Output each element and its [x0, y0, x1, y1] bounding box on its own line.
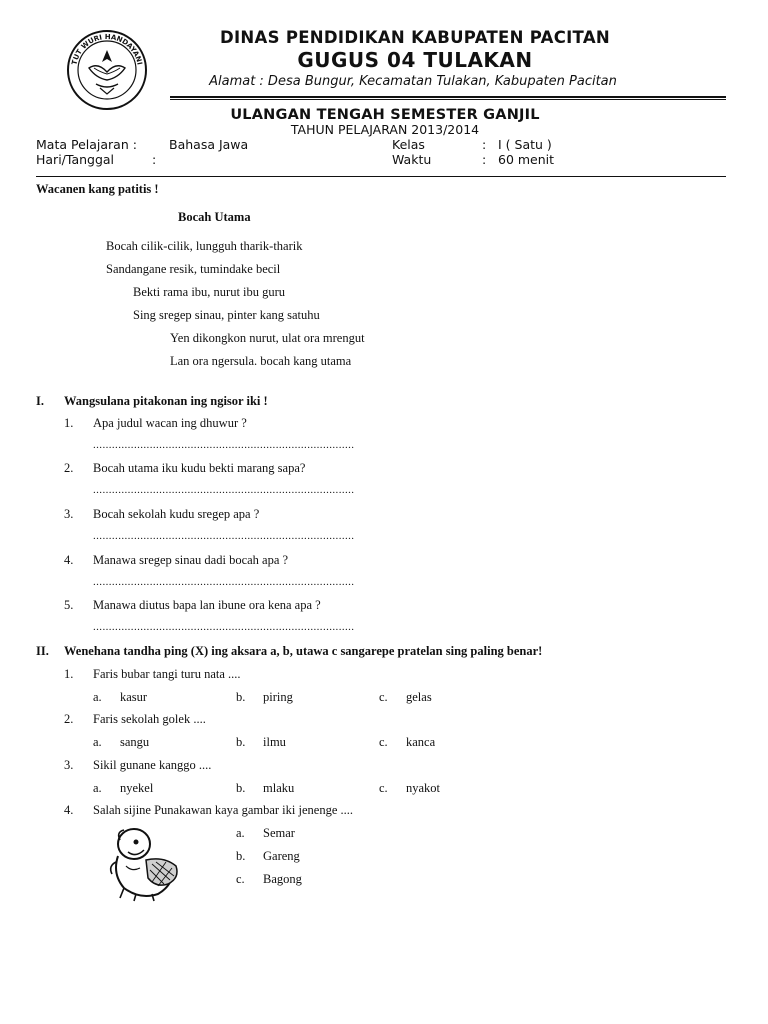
wayang-punakawan-image: [106, 822, 188, 902]
option-letter[interactable]: a.: [93, 781, 102, 795]
poem-line: Bekti rama ibu, nurut ibu guru: [133, 285, 286, 299]
answer-line[interactable]: ...................................................................................: [93, 576, 355, 588]
option-letter[interactable]: b.: [236, 690, 246, 704]
option-text: kanca: [406, 735, 436, 749]
time-value: 60 menit: [498, 152, 555, 167]
subject-label: Mata Pelajaran :: [36, 137, 137, 152]
time-label: Waktu: [392, 152, 432, 167]
option-letter[interactable]: c.: [379, 690, 388, 704]
class-label: Kelas: [392, 137, 425, 152]
poem-title: Bocah Utama: [178, 210, 251, 224]
option-letter[interactable]: c.: [379, 781, 388, 795]
exam-year: TAHUN PELAJARAN 2013/2014: [290, 122, 480, 137]
question-text: Salah sijine Punakawan kaya gambar iki jenenge ....: [93, 803, 353, 817]
question-number: 5.: [64, 598, 74, 612]
option-letter[interactable]: a.: [93, 690, 102, 704]
question-text: Faris bubar tangi turu nata ....: [93, 667, 241, 681]
section2-numeral: II.: [36, 644, 49, 658]
question-number: 1.: [64, 416, 74, 430]
option-letter[interactable]: b.: [236, 781, 246, 795]
option-letter[interactable]: b.: [236, 849, 246, 863]
question-number: 2.: [64, 461, 74, 475]
answer-line[interactable]: ...................................................................................: [93, 439, 355, 451]
question-number: 2.: [64, 712, 74, 726]
question-number: 3.: [64, 507, 74, 521]
option-text: sangu: [120, 735, 150, 749]
class-value: I ( Satu ): [498, 137, 552, 152]
institution-group: GUGUS 04 TULAKAN: [297, 48, 533, 72]
question-text: Sikil gunane kanggo ....: [93, 758, 212, 772]
question-text: Apa judul wacan ing dhuwur ?: [93, 416, 247, 430]
question-number: 4.: [64, 803, 74, 817]
option-letter[interactable]: a.: [93, 735, 102, 749]
question-number: 1.: [64, 667, 74, 681]
section2-instruction: Wenehana tandha ping (X) ing aksara a, b, utawa c sangarepe pratelan sing paling benar!: [64, 644, 543, 658]
question-text: Faris sekolah golek ....: [93, 712, 206, 726]
answer-line[interactable]: ...................................................................................: [93, 621, 355, 633]
option-text: Semar: [263, 826, 295, 840]
poem-line: Yen dikongkon nurut, ulat ora mrengut: [170, 331, 365, 345]
option-letter[interactable]: a.: [236, 826, 245, 840]
option-text: nyakot: [406, 781, 441, 795]
poem-line: Sing sregep sinau, pinter kang satuhu: [133, 308, 320, 322]
meta-divider: [36, 176, 726, 177]
institution-address: Alamat : Desa Bungur, Kecamatan Tulakan, Kabupaten Pacitan: [209, 74, 617, 89]
option-letter[interactable]: b.: [236, 735, 246, 749]
question-text: Manawa diutus bapa lan ibune ora kena apa ?: [93, 598, 321, 612]
poem-line: Bocah cilik-cilik, lungguh tharik-tharik: [106, 239, 303, 253]
question-text: Manawa sregep sinau dadi bocah apa ?: [93, 553, 289, 567]
option-letter[interactable]: c.: [236, 872, 245, 886]
date-colon: :: [152, 152, 157, 167]
answer-line[interactable]: ...................................................................................: [93, 484, 355, 496]
question-number: 3.: [64, 758, 74, 772]
option-letter[interactable]: c.: [379, 735, 388, 749]
subject-value: Bahasa Jawa: [169, 137, 249, 152]
option-text: Bagong: [263, 872, 302, 886]
question-text: Bocah sekolah kudu sregep apa ?: [93, 507, 260, 521]
option-text: nyekel: [120, 781, 154, 795]
exam-title: ULANGAN TENGAH SEMESTER GANJIL: [230, 107, 540, 123]
svg-text:TUT WURI HANDAYANI: TUT WURI HANDAYANI: [70, 32, 144, 66]
option-text: mlaku: [263, 781, 295, 795]
date-label: Hari/Tanggal: [36, 152, 115, 167]
option-text: ilmu: [263, 735, 286, 749]
reading-instruction: Wacanen kang patitis !: [36, 182, 159, 196]
option-text: piring: [263, 690, 293, 704]
class-colon: :: [482, 137, 487, 152]
time-colon: :: [482, 152, 487, 167]
option-text: kasur: [120, 690, 148, 704]
institution-name: DINAS PENDIDIKAN KABUPATEN PACITAN: [219, 28, 611, 47]
option-text: gelas: [406, 690, 432, 704]
header-divider-thin: [170, 99, 726, 100]
answer-line[interactable]: ...................................................................................: [93, 530, 355, 542]
section1-instruction: Wangsulana pitakonan ing ngisor iki !: [64, 394, 268, 408]
poem-line: Sandangane resik, tumindake becil: [106, 262, 281, 276]
header-divider: [170, 96, 726, 98]
section1-numeral: I.: [36, 394, 44, 408]
option-text: Gareng: [263, 849, 300, 863]
question-text: Bocah utama iku kudu bekti marang sapa?: [93, 461, 306, 475]
question-number: 4.: [64, 553, 74, 567]
poem-line: Lan ora ngersula. bocah kang utama: [170, 354, 352, 368]
